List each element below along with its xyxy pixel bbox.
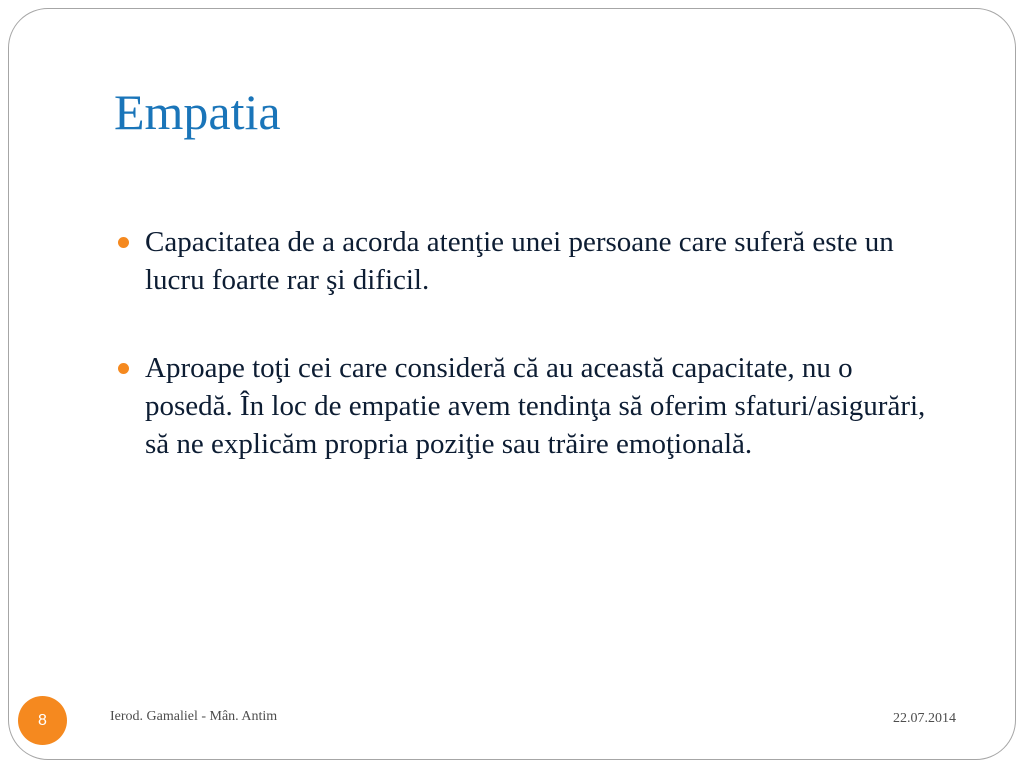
bullet-item [118, 349, 938, 463]
bullet-dot-icon [118, 237, 129, 248]
bullet-list [118, 223, 938, 463]
page-number-badge: 8 [18, 696, 67, 745]
bullet-dot-icon [118, 363, 129, 374]
bullet-text: Aproape toţi cei care consideră că au această capacitate, nu o posedă. În loc de empatie avem tendinţa să oferim sfaturi/asigurări, să ne explicăm propria poziţie sau trăire emoţională. [145, 352, 926, 460]
bullet-item [118, 223, 938, 299]
footer-date: 22.07.2014 [893, 711, 956, 726]
footer-author: Ierod. Gamaliel - Mân. Antim [110, 709, 278, 724]
bullet-text: Capacitatea de a acorda atenţie unei persoane care suferă este un lucru foarte rar şi dificil. [145, 226, 894, 296]
slide-title: Empatia [114, 84, 281, 140]
